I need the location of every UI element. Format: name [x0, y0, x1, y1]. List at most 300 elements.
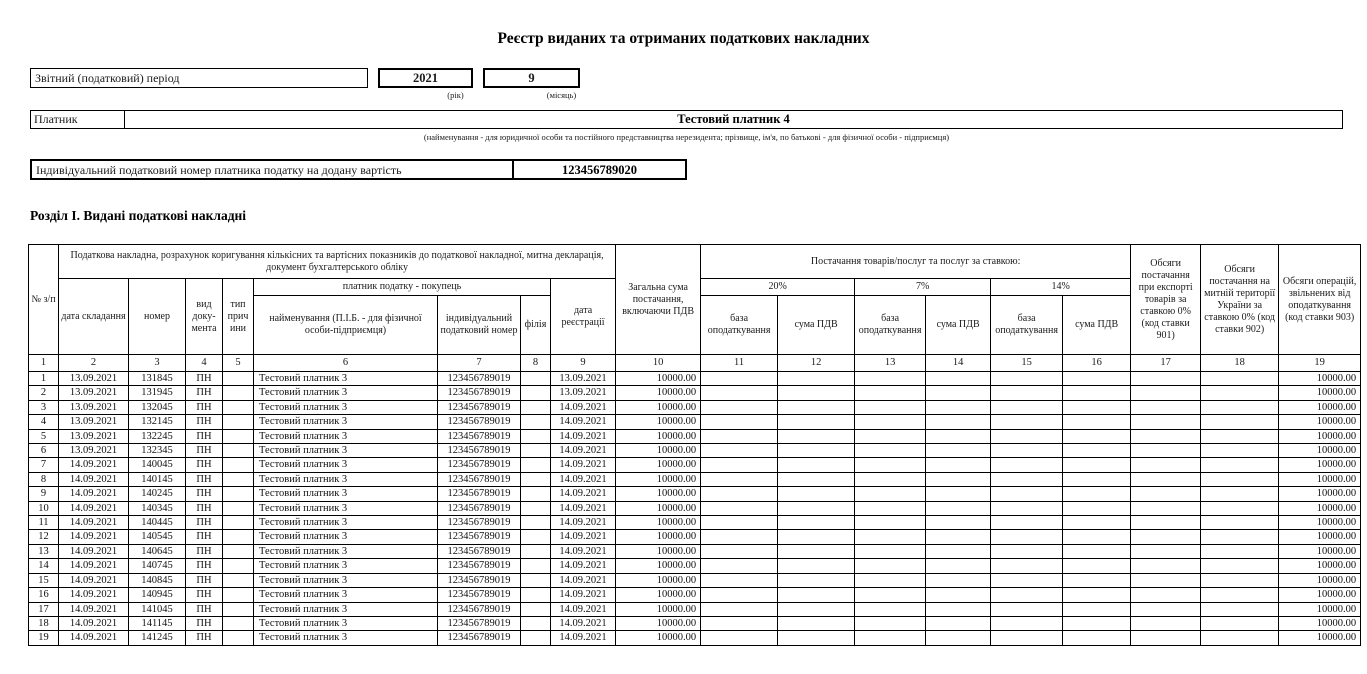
table-cell-col17 [1131, 559, 1201, 573]
table-cell-col3: 131845 [129, 372, 186, 386]
table-cell-col1: 18 [29, 616, 59, 630]
table-cell-col16 [1063, 544, 1131, 558]
reporting-period-row [30, 68, 1367, 88]
header-tax-base-14: база оподаткування [991, 296, 1063, 355]
table-cell-col4: ПН [186, 472, 223, 486]
table-cell-col3: 141045 [129, 602, 186, 616]
table-cell-col4: ПН [186, 573, 223, 587]
table-cell-col17 [1131, 588, 1201, 602]
table-cell-col7: 123456789019 [438, 544, 521, 558]
header-invoice-group: Податкова накладна, розрахунок коригування кількісних та вартісних показників до податкової накладної, митна декларація, документ бухгалтерського обліку [59, 245, 616, 279]
table-cell-col1: 16 [29, 588, 59, 602]
table-cell-col16 [1063, 372, 1131, 386]
table-cell-col1: 19 [29, 631, 59, 645]
header-vat-sum-14: сума ПДВ [1063, 296, 1131, 355]
header-vat-sum-7: сума ПДВ [926, 296, 991, 355]
table-cell-col17 [1131, 516, 1201, 530]
table-cell-col15 [991, 372, 1063, 386]
table-cell-col5 [223, 444, 254, 458]
table-cell-col18 [1201, 544, 1279, 558]
table-cell-col1: 7 [29, 458, 59, 472]
table-cell-col8 [521, 472, 551, 486]
table-cell-col5 [223, 458, 254, 472]
table-cell-col17 [1131, 400, 1201, 414]
table-cell-col18 [1201, 559, 1279, 573]
table-cell-col17 [1131, 573, 1201, 587]
table-cell-col16 [1063, 487, 1131, 501]
table-cell-col14 [926, 602, 991, 616]
table-cell-col16 [1063, 530, 1131, 544]
header-date-registered: дата реєстрації [551, 279, 616, 355]
table-cell-col2: 14.09.2021 [59, 487, 129, 501]
table-cell-col3: 140445 [129, 516, 186, 530]
table-cell-col10: 10000.00 [616, 429, 701, 443]
table-cell-col19: 10000.00 [1279, 588, 1361, 602]
table-cell-col8 [521, 544, 551, 558]
table-cell-col7: 123456789019 [438, 616, 521, 630]
register-table-body [29, 372, 1361, 646]
table-cell-col5 [223, 573, 254, 587]
table-cell-col10: 10000.00 [616, 386, 701, 400]
column-number-9: 9 [551, 355, 616, 372]
table-cell-col6: Тестовий платник 3 [254, 472, 438, 486]
table-cell-col3: 140645 [129, 544, 186, 558]
header-rate-20: 20% [701, 279, 855, 296]
table-cell-col11 [701, 372, 778, 386]
table-cell-col2: 14.09.2021 [59, 530, 129, 544]
table-cell-col3: 140245 [129, 487, 186, 501]
payer-name-value: Тестовий платник 4 [125, 110, 1343, 129]
table-cell-col9: 14.09.2021 [551, 573, 616, 587]
table-cell-col12 [778, 444, 855, 458]
table-cell-col9: 14.09.2021 [551, 458, 616, 472]
table-cell-col5 [223, 372, 254, 386]
table-cell-col4: ПН [186, 588, 223, 602]
table-cell-col9: 14.09.2021 [551, 472, 616, 486]
header-number: номер [129, 279, 186, 355]
table-cell-col7: 123456789019 [438, 372, 521, 386]
table-cell-col14 [926, 588, 991, 602]
table-cell-col13 [855, 631, 926, 645]
table-cell-col19: 10000.00 [1279, 631, 1361, 645]
table-cell-col8 [521, 616, 551, 630]
table-row [29, 573, 1361, 587]
table-cell-col6: Тестовий платник 3 [254, 501, 438, 515]
column-numbers-row [29, 355, 1361, 372]
table-cell-col12 [778, 429, 855, 443]
table-cell-col17 [1131, 415, 1201, 429]
table-cell-col7: 123456789019 [438, 573, 521, 587]
table-cell-col3: 140845 [129, 573, 186, 587]
table-cell-col18 [1201, 400, 1279, 414]
table-cell-col4: ПН [186, 516, 223, 530]
table-cell-col9: 14.09.2021 [551, 530, 616, 544]
table-cell-col3: 131945 [129, 386, 186, 400]
table-cell-col16 [1063, 516, 1131, 530]
reporting-period-captions [408, 90, 1367, 102]
table-cell-col12 [778, 631, 855, 645]
table-cell-col6: Тестовий платник 3 [254, 602, 438, 616]
table-row [29, 487, 1361, 501]
column-number-14: 14 [926, 355, 991, 372]
table-cell-col13 [855, 516, 926, 530]
table-cell-col18 [1201, 631, 1279, 645]
table-row [29, 616, 1361, 630]
table-cell-col13 [855, 429, 926, 443]
header-domestic-zero: Обсяги постачання на митній території України за ставкою 0% (код ставки 902) [1201, 245, 1279, 355]
column-number-12: 12 [778, 355, 855, 372]
table-cell-col10: 10000.00 [616, 400, 701, 414]
table-cell-col4: ПН [186, 386, 223, 400]
table-cell-col5 [223, 559, 254, 573]
table-row [29, 602, 1361, 616]
table-row [29, 458, 1361, 472]
table-cell-col8 [521, 415, 551, 429]
table-cell-col15 [991, 386, 1063, 400]
table-cell-col9: 14.09.2021 [551, 559, 616, 573]
table-cell-col10: 10000.00 [616, 573, 701, 587]
table-cell-col14 [926, 530, 991, 544]
table-row [29, 631, 1361, 645]
table-cell-col16 [1063, 472, 1131, 486]
table-row [29, 472, 1361, 486]
header-doc-type: вид документа [186, 279, 223, 355]
table-cell-col3: 140145 [129, 472, 186, 486]
table-cell-col17 [1131, 544, 1201, 558]
table-cell-col14 [926, 444, 991, 458]
table-cell-col16 [1063, 444, 1131, 458]
table-cell-col11 [701, 400, 778, 414]
table-cell-col6: Тестовий платник 3 [254, 616, 438, 630]
register-table [28, 244, 1361, 646]
table-cell-col13 [855, 602, 926, 616]
table-cell-col7: 123456789019 [438, 415, 521, 429]
header-date-issued: дата складання [59, 279, 129, 355]
table-cell-col11 [701, 559, 778, 573]
table-cell-col19: 10000.00 [1279, 487, 1361, 501]
document-page [0, 30, 1367, 674]
table-cell-col13 [855, 487, 926, 501]
table-cell-col11 [701, 415, 778, 429]
table-cell-col1: 5 [29, 429, 59, 443]
table-cell-col6: Тестовий платник 3 [254, 372, 438, 386]
header-tax-base-20: база оподаткування [701, 296, 778, 355]
table-cell-col14 [926, 559, 991, 573]
table-cell-col11 [701, 487, 778, 501]
table-cell-col3: 132145 [129, 415, 186, 429]
table-cell-col8 [521, 530, 551, 544]
table-cell-col2: 14.09.2021 [59, 559, 129, 573]
table-cell-col15 [991, 588, 1063, 602]
table-cell-col11 [701, 472, 778, 486]
table-cell-col2: 14.09.2021 [59, 588, 129, 602]
table-cell-col19: 10000.00 [1279, 559, 1361, 573]
table-cell-col5 [223, 516, 254, 530]
table-cell-col8 [521, 372, 551, 386]
table-cell-col4: ПН [186, 400, 223, 414]
table-cell-col10: 10000.00 [616, 559, 701, 573]
table-cell-col19: 10000.00 [1279, 501, 1361, 515]
table-cell-col19: 10000.00 [1279, 616, 1361, 630]
table-cell-col12 [778, 530, 855, 544]
table-cell-col10: 10000.00 [616, 588, 701, 602]
table-cell-col13 [855, 472, 926, 486]
table-cell-col14 [926, 472, 991, 486]
header-buyer-name: найменування (П.І.Б. - для фізичної особи-підприємця) [254, 296, 438, 355]
table-cell-col6: Тестовий платник 3 [254, 573, 438, 587]
table-cell-col13 [855, 530, 926, 544]
table-cell-col18 [1201, 573, 1279, 587]
table-cell-col6: Тестовий платник 3 [254, 559, 438, 573]
table-cell-col16 [1063, 458, 1131, 472]
table-cell-col10: 10000.00 [616, 616, 701, 630]
table-cell-col15 [991, 458, 1063, 472]
table-cell-col14 [926, 501, 991, 515]
table-cell-col15 [991, 631, 1063, 645]
table-cell-col16 [1063, 588, 1131, 602]
table-cell-col4: ПН [186, 415, 223, 429]
table-cell-col2: 14.09.2021 [59, 573, 129, 587]
table-cell-col6: Тестовий платник 3 [254, 544, 438, 558]
table-cell-col3: 140945 [129, 588, 186, 602]
header-tax-base-7: база оподаткування [855, 296, 926, 355]
table-row [29, 429, 1361, 443]
table-cell-col7: 123456789019 [438, 588, 521, 602]
table-cell-col15 [991, 530, 1063, 544]
table-cell-col11 [701, 602, 778, 616]
table-cell-col16 [1063, 415, 1131, 429]
tax-number-label: Індивідуальний податковий номер платника податку на додану вартість [30, 159, 513, 180]
table-cell-col4: ПН [186, 530, 223, 544]
table-cell-col7: 123456789019 [438, 530, 521, 544]
column-number-11: 11 [701, 355, 778, 372]
table-cell-col18 [1201, 616, 1279, 630]
column-number-2: 2 [59, 355, 129, 372]
table-cell-col17 [1131, 458, 1201, 472]
table-cell-col17 [1131, 444, 1201, 458]
table-cell-col15 [991, 429, 1063, 443]
table-cell-col14 [926, 458, 991, 472]
table-cell-col1: 14 [29, 559, 59, 573]
table-cell-col17 [1131, 602, 1201, 616]
table-cell-col12 [778, 602, 855, 616]
column-number-4: 4 [186, 355, 223, 372]
table-cell-col15 [991, 501, 1063, 515]
table-cell-col6: Тестовий платник 3 [254, 588, 438, 602]
header-vat-sum-20: сума ПДВ [778, 296, 855, 355]
table-cell-col2: 14.09.2021 [59, 501, 129, 515]
table-cell-col15 [991, 516, 1063, 530]
column-number-16: 16 [1063, 355, 1131, 372]
table-cell-col15 [991, 444, 1063, 458]
table-cell-col11 [701, 458, 778, 472]
payer-caption: (найменування - для юридичної особи та постійного представництва нерезидента; прізвище, ім'я, по батькові - для фізичної особи - підприємця) [423, 132, 950, 142]
table-cell-col9: 14.09.2021 [551, 602, 616, 616]
header-col-no: № з/п [29, 245, 59, 355]
table-cell-col8 [521, 458, 551, 472]
table-cell-col16 [1063, 602, 1131, 616]
table-row [29, 516, 1361, 530]
table-cell-col12 [778, 501, 855, 515]
table-cell-col8 [521, 444, 551, 458]
table-cell-col2: 13.09.2021 [59, 400, 129, 414]
table-cell-col8 [521, 602, 551, 616]
table-cell-col19: 10000.00 [1279, 386, 1361, 400]
table-cell-col16 [1063, 631, 1131, 645]
table-cell-col7: 123456789019 [438, 501, 521, 515]
table-cell-col6: Тестовий платник 3 [254, 530, 438, 544]
table-row [29, 501, 1361, 515]
table-cell-col13 [855, 444, 926, 458]
table-cell-col13 [855, 559, 926, 573]
table-cell-col11 [701, 616, 778, 630]
table-cell-col12 [778, 559, 855, 573]
table-cell-col18 [1201, 372, 1279, 386]
table-row [29, 444, 1361, 458]
table-cell-col11 [701, 544, 778, 558]
table-cell-col15 [991, 472, 1063, 486]
table-cell-col19: 10000.00 [1279, 530, 1361, 544]
table-cell-col10: 10000.00 [616, 516, 701, 530]
year-caption: (рік) [447, 90, 464, 100]
table-cell-col9: 14.09.2021 [551, 631, 616, 645]
table-cell-col9: 14.09.2021 [551, 501, 616, 515]
table-cell-col19: 10000.00 [1279, 372, 1361, 386]
table-cell-col11 [701, 631, 778, 645]
table-cell-col18 [1201, 458, 1279, 472]
table-cell-col18 [1201, 415, 1279, 429]
table-cell-col2: 14.09.2021 [59, 458, 129, 472]
table-cell-col13 [855, 616, 926, 630]
table-cell-col17 [1131, 631, 1201, 645]
table-cell-col12 [778, 516, 855, 530]
table-cell-col4: ПН [186, 458, 223, 472]
table-cell-col12 [778, 487, 855, 501]
table-cell-col7: 123456789019 [438, 400, 521, 414]
table-cell-col1: 2 [29, 386, 59, 400]
header-rate-14: 14% [991, 279, 1131, 296]
column-number-1: 1 [29, 355, 59, 372]
section-title: Розділ I. Видані податкові накладні [30, 208, 247, 223]
table-cell-col5 [223, 487, 254, 501]
table-cell-col11 [701, 516, 778, 530]
month-caption: (місяць) [546, 90, 577, 100]
table-cell-col12 [778, 588, 855, 602]
table-cell-col5 [223, 429, 254, 443]
table-cell-col4: ПН [186, 559, 223, 573]
table-cell-col13 [855, 588, 926, 602]
table-cell-col12 [778, 616, 855, 630]
table-cell-col2: 13.09.2021 [59, 444, 129, 458]
table-cell-col13 [855, 415, 926, 429]
table-cell-col1: 1 [29, 372, 59, 386]
table-cell-col14 [926, 516, 991, 530]
table-cell-col9: 14.09.2021 [551, 415, 616, 429]
table-cell-col13 [855, 372, 926, 386]
table-cell-col14 [926, 400, 991, 414]
table-cell-col6: Тестовий платник 3 [254, 400, 438, 414]
table-cell-col7: 123456789019 [438, 487, 521, 501]
table-cell-col2: 14.09.2021 [59, 472, 129, 486]
header-buyer-group: платник податку - покупець [254, 279, 551, 296]
table-cell-col14 [926, 487, 991, 501]
table-cell-col10: 10000.00 [616, 602, 701, 616]
table-cell-col19: 10000.00 [1279, 472, 1361, 486]
table-cell-col7: 123456789019 [438, 516, 521, 530]
page-title: Реєстр виданих та отриманих податкових накладних [497, 30, 870, 47]
table-cell-col2: 14.09.2021 [59, 616, 129, 630]
header-branch: філія [521, 296, 551, 355]
table-cell-col5 [223, 530, 254, 544]
table-cell-col9: 14.09.2021 [551, 516, 616, 530]
table-cell-col16 [1063, 429, 1131, 443]
table-cell-col11 [701, 530, 778, 544]
table-cell-col13 [855, 544, 926, 558]
table-cell-col8 [521, 631, 551, 645]
payer-row [30, 110, 1343, 129]
table-cell-col9: 14.09.2021 [551, 400, 616, 414]
reporting-period-year-value: 2021 [378, 68, 473, 88]
table-cell-col1: 9 [29, 487, 59, 501]
table-cell-col5 [223, 631, 254, 645]
table-cell-col19: 10000.00 [1279, 573, 1361, 587]
table-cell-col3: 140345 [129, 501, 186, 515]
table-cell-col8 [521, 429, 551, 443]
table-cell-col17 [1131, 501, 1201, 515]
column-number-5: 5 [223, 355, 254, 372]
table-cell-col4: ПН [186, 487, 223, 501]
table-cell-col5 [223, 544, 254, 558]
table-cell-col1: 8 [29, 472, 59, 486]
table-cell-col14 [926, 372, 991, 386]
table-cell-col3: 140545 [129, 530, 186, 544]
table-cell-col19: 10000.00 [1279, 516, 1361, 530]
header-total-sum: Загальна сума постачання, включаючи ПДВ [616, 245, 701, 355]
table-cell-col1: 13 [29, 544, 59, 558]
table-cell-col17 [1131, 386, 1201, 400]
column-number-3: 3 [129, 355, 186, 372]
table-cell-col1: 12 [29, 530, 59, 544]
table-cell-col7: 123456789019 [438, 472, 521, 486]
table-cell-col9: 13.09.2021 [551, 386, 616, 400]
table-cell-col19: 10000.00 [1279, 544, 1361, 558]
table-cell-col3: 141145 [129, 616, 186, 630]
table-cell-col2: 13.09.2021 [59, 372, 129, 386]
table-cell-col18 [1201, 602, 1279, 616]
table-cell-col4: ПН [186, 429, 223, 443]
table-cell-col17 [1131, 429, 1201, 443]
table-cell-col12 [778, 400, 855, 414]
table-cell-col4: ПН [186, 501, 223, 515]
header-rate-7: 7% [855, 279, 991, 296]
table-cell-col15 [991, 544, 1063, 558]
table-cell-col10: 10000.00 [616, 530, 701, 544]
table-cell-col16 [1063, 501, 1131, 515]
table-cell-col6: Тестовий платник 3 [254, 487, 438, 501]
table-cell-col19: 10000.00 [1279, 429, 1361, 443]
table-cell-col8 [521, 573, 551, 587]
reporting-period-month-value: 9 [483, 68, 580, 88]
table-cell-col17 [1131, 530, 1201, 544]
table-cell-col14 [926, 544, 991, 558]
column-number-8: 8 [521, 355, 551, 372]
table-cell-col15 [991, 559, 1063, 573]
table-cell-col18 [1201, 501, 1279, 515]
table-cell-col7: 123456789019 [438, 429, 521, 443]
reporting-period-label: Звітний (податковий) період [30, 68, 368, 88]
table-cell-col9: 14.09.2021 [551, 487, 616, 501]
table-cell-col12 [778, 458, 855, 472]
